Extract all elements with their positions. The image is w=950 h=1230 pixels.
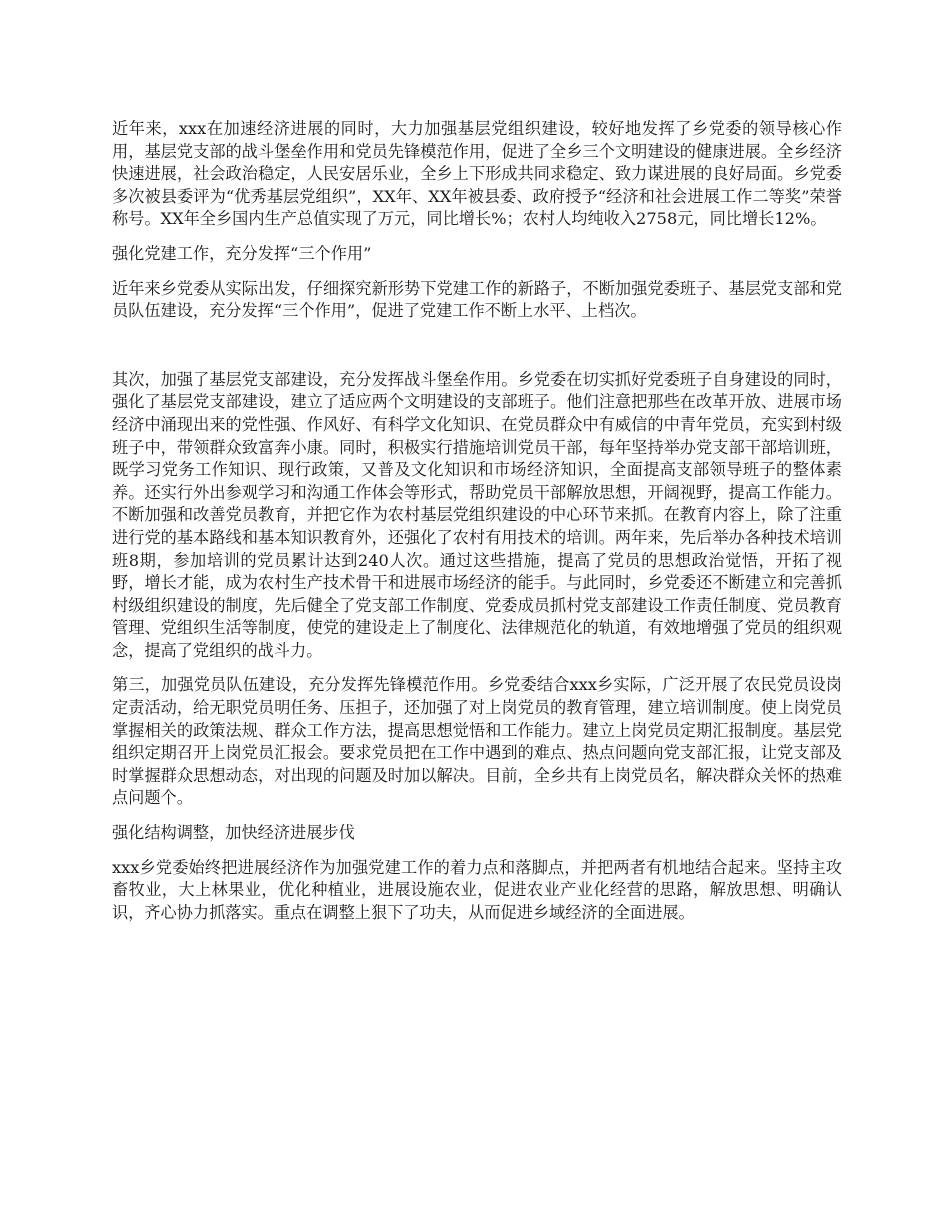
blank-gap <box>112 335 842 369</box>
economy-paragraph: xxx乡党委始终把进展经济作为加强党建工作的着力点和落脚点，并把两者有机地结合起来。坚持主攻畜牧业，大上林果业，优化种植业，进展设施农业，促进农业产业化经营的思路，解放思想、明确认识，齐心协力抓落实。重点在调整上狠下了功夫，从而促进乡域经济的全面进展。 <box>112 857 842 922</box>
intro-paragraph: 近年来，xxx在加速经济进展的同时，大力加强基层党组织建设，较好地发挥了乡党委的领导核心作用，基层党支部的战斗堡垒作用和党员先锋模范作用，促进了全乡三个文明建设的健康进展。全乡经济快速进展，社会政治稳定，人民安居乐业，全乡上下形成共同求稳定、致力谋进展的良好局面。乡党委多次被县委评为“优秀基层党组织”，XX年、XX年被县委、政府授予“经济和社会进展工作二等奖”荣誉称号。XX年全乡国内生产总值实现了万元，同比增长%；农村人均纯收入2758元，同比增长12%。 <box>112 119 842 229</box>
second-point-paragraph: 其次，加强了基层党支部建设，充分发挥战斗堡垒作用。乡党委在切实抓好党委班子自身建设的同时，强化了基层党支部建设，建立了适应两个文明建设的支部班子。他们注意把那些在改革开放、进展市场经济中涌现出来的党性强、作风好、有科学文化知识、在党员群众中有威信的中青年党员，充实到村级班子中，带领群众致富奔小康。同时，积极实行措施培训党员干部，每年坚持举办党支部干部培训班，既学习党务工作知识、现行政策，又普及文化知识和市场经济知识，全面提高支部领导班子的整体素养。还实行外出参观学习和沟通工作体会等形式，帮助党员干部解放思想，开阔视野，提高工作能力。不断加强和改善党员教育，并把它作为农村基层党组织建设的中心环节来抓。在教育内容上，除了注重进行党的基本路线和基本知识教育外，还强化了农村有用技术的培训。两年来，先后举办各种技术培训班8期，参加培训的党员累计达到240人次。通过这些措施，提高了党员的思想政治觉悟，开拓了视野，增长才能，成为农村生产技术骨干和进展市场经济的能手。与此同时，乡党委还不断建立和完善抓村级组织建设的制度，先后健全了党支部工作制度、党委成员抓村党支部建设工作责任制度、党员教育管理、党组织生活等制度，使党的建设走上了制度化、法律规范化的轨道，有效地增强了党员的组织观念，提高了党组织的战斗力。 <box>112 369 842 660</box>
section-intro-paragraph: 近年来乡党委从实际出发，仔细探究新形势下党建工作的新路子，不断加强党委班子、基层党支部和党员队伍建设，充分发挥“三个作用”，促进了党建工作不断上水平、上档次。 <box>112 278 842 321</box>
document-body <box>112 118 842 936</box>
section-heading-party-building: 强化党建工作，充分发挥“三个作用” <box>112 243 372 263</box>
section-heading-structure-adjustment: 强化结构调整，加快经济进展步伐 <box>112 823 355 843</box>
third-point-paragraph: 第三，加强党员队伍建设，充分发挥先锋模范作用。乡党委结合xxx乡实际，广泛开展了农民党员设岗定责活动，给无职党员明任务、压担子，还加强了对上岗党员的教育管理，建立培训制度。使上岗党员掌握相关的政策法规、群众工作方法，提高思想觉悟和工作能力。建立上岗党员定期汇报制度。基层党组织定期召开上岗党员汇报会。要求党员把在工作中遇到的难点、热点问题向党支部汇报，让党支部及时掌握群众思想动态，对出现的问题及时加以解决。目前，全乡共有上岗党员名，解决群众关怀的热难点问题个。 <box>112 675 842 808</box>
